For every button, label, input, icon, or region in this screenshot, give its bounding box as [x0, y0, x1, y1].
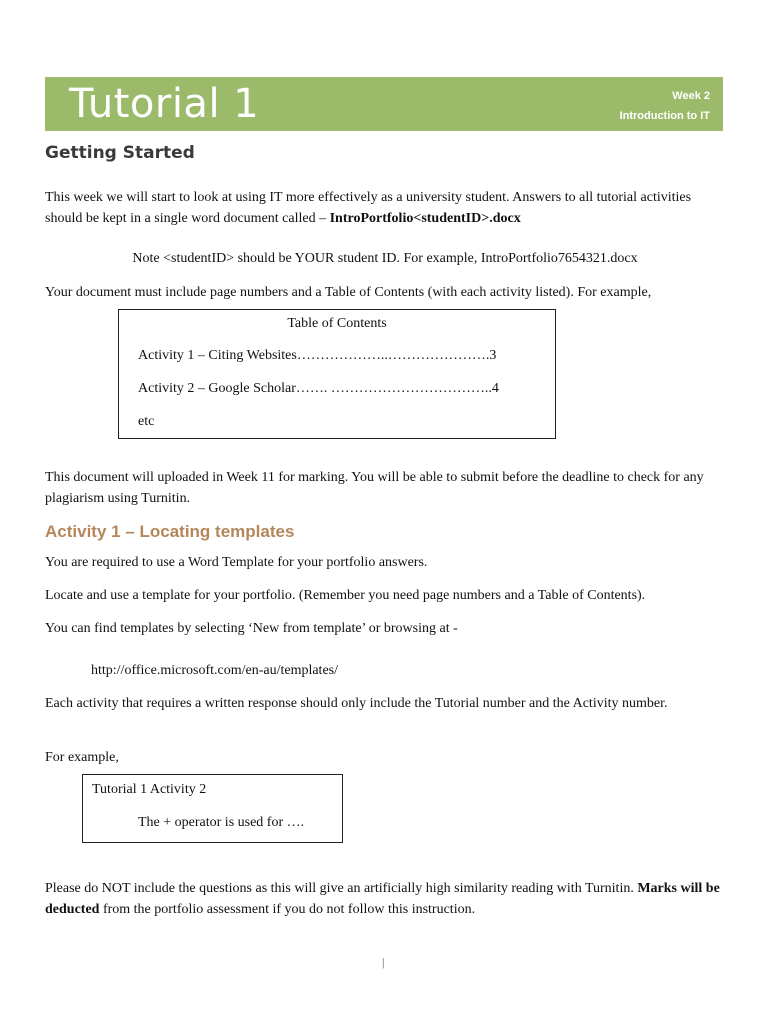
toc-line: etc [138, 414, 155, 429]
page-footer-mark: | [382, 955, 385, 969]
portfolio-filename: IntroPortfolio<studentID>.docx [329, 211, 521, 226]
toc-line: Activity 1 – Citing Websites………………..………………….3 [138, 348, 497, 363]
student-id-note: Note <studentID> should be YOUR student ID. For example, IntroPortfolio7654321.docx [132, 251, 638, 266]
section-heading: Getting Started [45, 143, 195, 163]
activity-heading: Activity 1 – Locating templates [45, 522, 295, 541]
example-answer-box [82, 774, 343, 843]
closing-text: Please do NOT include the questions as this will give an artificially high similarity reading with Turnitin. [45, 881, 638, 896]
title-banner [45, 77, 723, 131]
upload-note: This document will uploaded in Week 11 for marking. You will be able to submit before the deadline to check for any plagiarism using Turnitin. [45, 470, 704, 506]
closing-paragraph [45, 878, 725, 920]
week-label: Week 2 [672, 90, 710, 102]
activity-paragraph: You are required to use a Word Template for your portfolio answers. [45, 555, 428, 570]
toc-line: Activity 2 – Google Scholar……. ……………………………..4 [138, 381, 499, 396]
closing-bold: Marks will be deducted [45, 881, 720, 917]
doc-requirement: Your document must include page numbers and a Table of Contents (with each activity listed). For example, [45, 285, 652, 300]
course-label: Introduction to IT [619, 110, 710, 122]
page-title: Tutorial 1 [69, 81, 260, 127]
toc-example-box [118, 309, 556, 439]
activity-paragraph: Each activity that requires a written response should only include the Tutorial number and the Activity number. [45, 696, 668, 711]
intro-paragraph [45, 187, 725, 229]
example-line-2: The + operator is used for …. [138, 815, 305, 830]
example-line-1: Tutorial 1 Activity 2 [92, 782, 207, 797]
toc-title: Table of Contents [287, 316, 387, 331]
activity-paragraph: For example, [45, 750, 119, 765]
closing-rest: from the portfolio assessment if you do not follow this instruction. [99, 902, 476, 917]
activity-paragraph: Locate and use a template for your portfolio. (Remember you need page numbers and a Table of Contents). [45, 588, 646, 603]
intro-text: This week we will start to look at using IT more effectively as a university student. Answers to all tutorial activities should be kept in a single word document called – [45, 190, 692, 226]
templates-url: http://office.microsoft.com/en-au/templates/ [91, 663, 339, 678]
activity-paragraph: You can find templates by selecting ‘New from template’ or browsing at - [45, 621, 458, 636]
banner-info [620, 86, 710, 126]
